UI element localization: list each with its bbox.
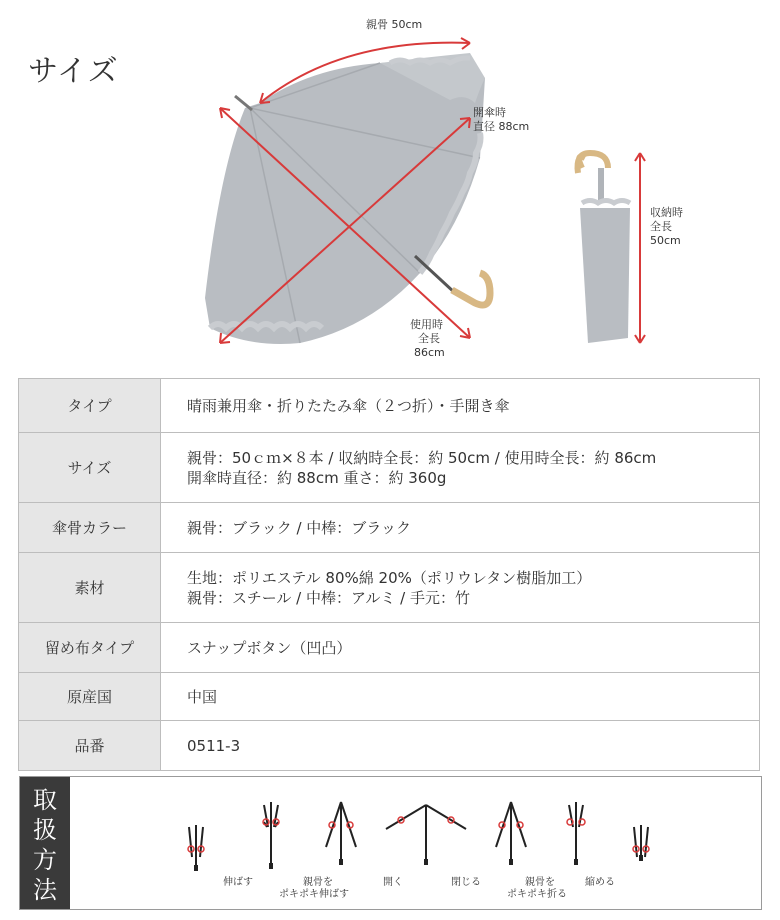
spec-value: 0511-3 bbox=[161, 721, 760, 771]
step-fold-ribs-icon bbox=[569, 802, 583, 862]
care-instructions bbox=[19, 776, 762, 910]
spec-label: 品番 bbox=[19, 721, 161, 771]
care-step-label: 縮める bbox=[585, 877, 615, 888]
spec-label: 傘骨カラー bbox=[19, 503, 161, 553]
step-straighten-ribs-icon bbox=[264, 802, 278, 867]
open-diameter-label-2: 直径 88cm bbox=[473, 120, 530, 133]
spec-label: タイプ bbox=[19, 379, 161, 433]
spec-row-size bbox=[19, 433, 760, 503]
spec-value: 生地：ポリエステル 80%綿 20%（ポリウレタン樹脂加工） 親骨：スチール / 中棒：アルミ / 手元：竹 bbox=[161, 553, 760, 623]
full-length-label-2: 全長 bbox=[418, 332, 440, 345]
spec-row-frame-color bbox=[19, 503, 760, 553]
care-step-label: 親骨を bbox=[525, 877, 555, 888]
spec-label: 留め布タイプ bbox=[19, 623, 161, 673]
spec-value: 晴雨兼用傘・折りたたみ傘（２つ折）・手開き傘 bbox=[161, 379, 760, 433]
care-step-icons bbox=[189, 802, 648, 869]
spec-table bbox=[18, 378, 760, 771]
rib-length-label: 親骨 50cm bbox=[366, 18, 423, 31]
care-step-label: 親骨を bbox=[303, 877, 333, 888]
spec-value: 親骨：50ｃｍ×８本 / 収納時全長：約 50cm / 使用時全長：約 86cm 開傘時直径：約 88cm 重さ：約 360g bbox=[161, 433, 760, 503]
page-title: サイズ bbox=[28, 54, 119, 89]
step-extend-icon bbox=[189, 825, 203, 869]
spec-row-fastener bbox=[19, 623, 760, 673]
spec-row-material bbox=[19, 553, 760, 623]
step-open-ribs-icon bbox=[326, 802, 356, 862]
spec-value: 親骨：ブラック / 中棒：ブラック bbox=[161, 503, 760, 553]
folded-length-label-2: 全長 bbox=[650, 220, 672, 233]
full-length-label-3: 86cm bbox=[414, 346, 445, 359]
care-steps-diagram bbox=[71, 777, 761, 909]
umbrella-size-figure bbox=[190, 8, 710, 368]
folded-umbrella-image bbox=[578, 153, 631, 343]
step-close-icon bbox=[496, 802, 526, 862]
full-length-label-1: 使用時 bbox=[410, 318, 443, 331]
care-step-label: ポキポキ折る bbox=[507, 889, 567, 900]
spec-row-type bbox=[19, 379, 760, 433]
care-step-label: 伸ばす bbox=[223, 877, 253, 888]
care-step-label: ポキポキ伸ばす bbox=[279, 889, 349, 900]
spec-row-item-number bbox=[19, 721, 760, 771]
care-step-label: 開く bbox=[383, 877, 403, 888]
open-umbrella-image bbox=[205, 53, 490, 344]
spec-value: スナップボタン（凹凸） bbox=[161, 623, 760, 673]
open-diameter-label-1: 開傘時 bbox=[473, 106, 506, 119]
spec-label: 素材 bbox=[19, 553, 161, 623]
step-open-icon bbox=[386, 805, 466, 862]
folded-length-label-1: 収納時 bbox=[650, 206, 683, 219]
spec-label: サイズ bbox=[19, 433, 161, 503]
spec-value: 中国 bbox=[161, 673, 760, 721]
folded-length-label-3: 50cm bbox=[650, 234, 681, 247]
care-step-label: 閉じる bbox=[451, 877, 481, 888]
care-heading: 取 扱 方 法 bbox=[20, 777, 70, 909]
spec-row-origin bbox=[19, 673, 760, 721]
spec-label: 原産国 bbox=[19, 673, 161, 721]
